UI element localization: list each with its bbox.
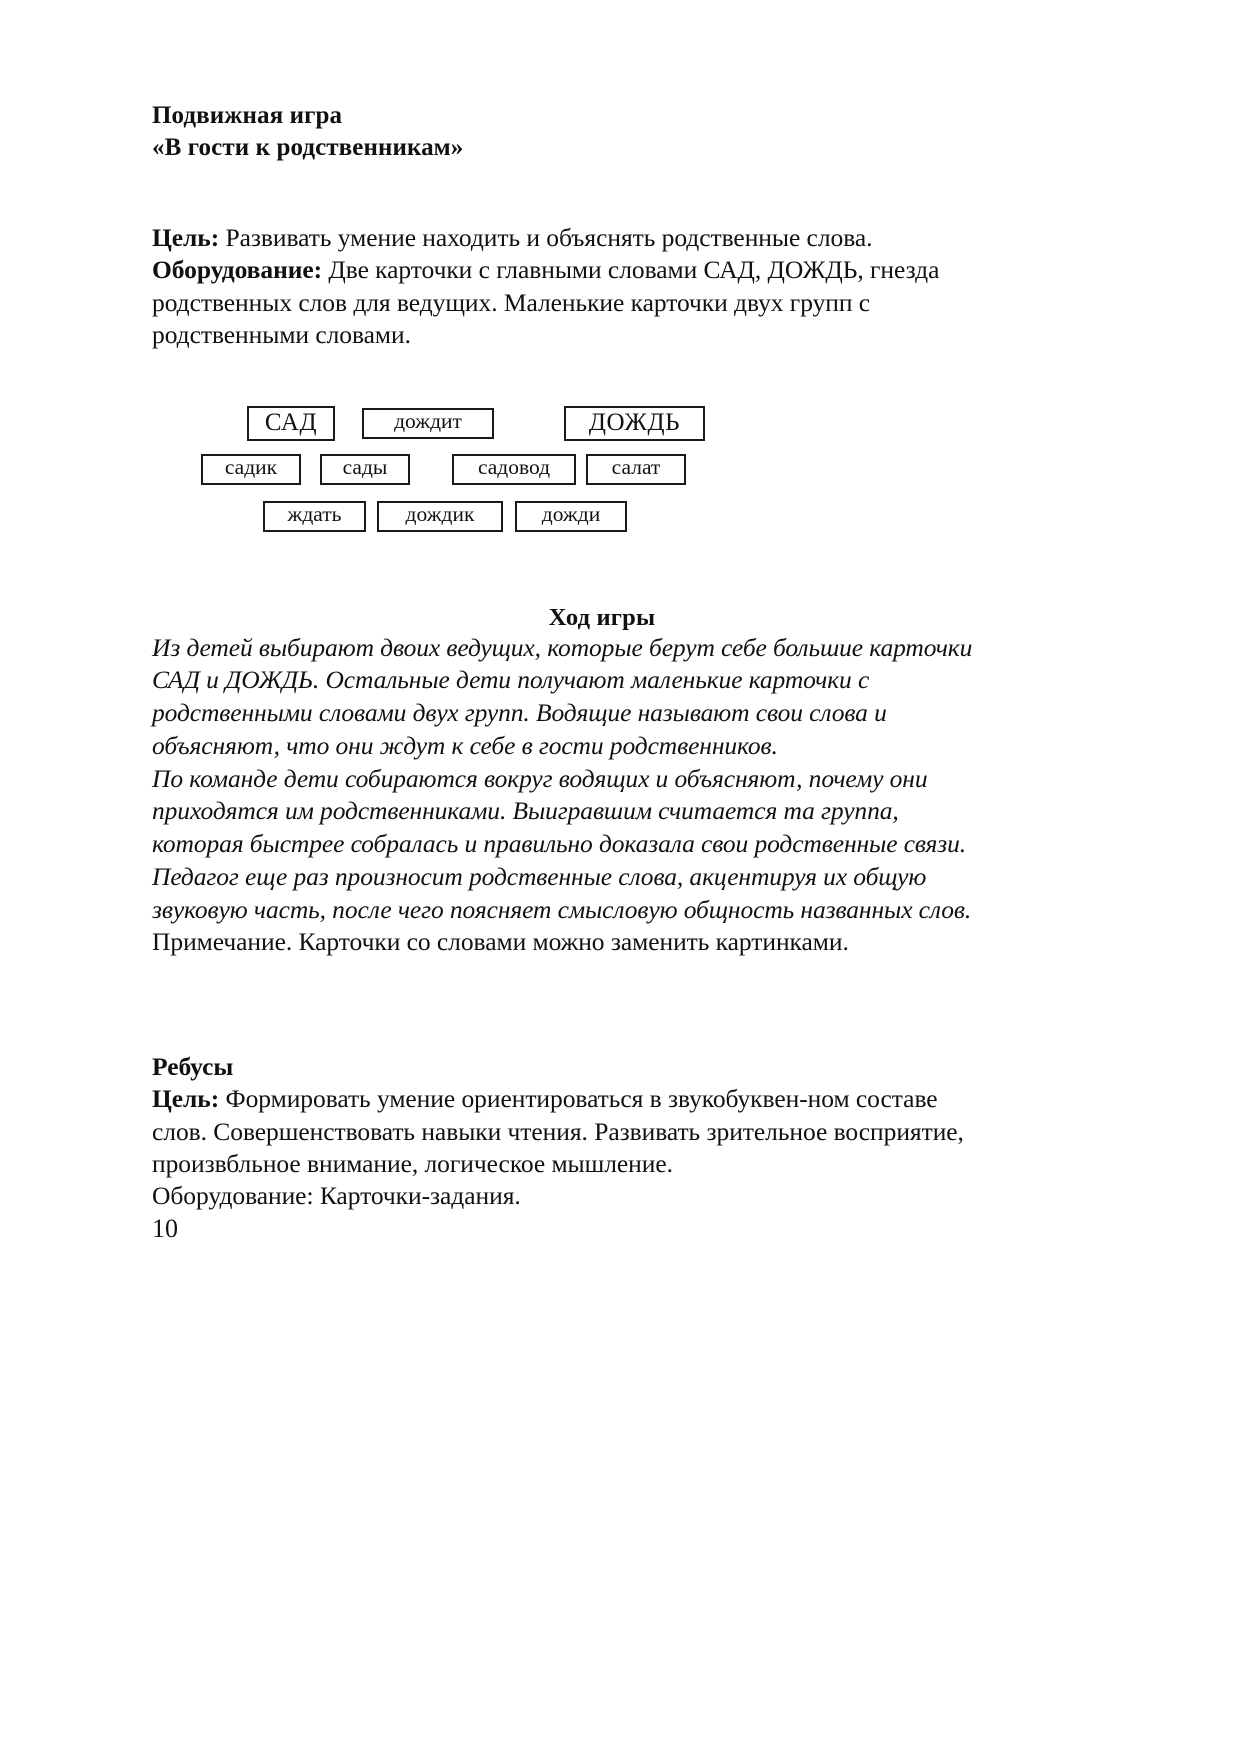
gameplay-line: приходятся им родственниками. Выигравшим считается та группа, [152,796,899,826]
gameplay-line: звуковую часть, после чего поясняет смысловую общность названных слов. [152,894,972,924]
rebus-goal-paragraph [152,1083,1052,1180]
spacer [152,164,1052,222]
rebus-section-title [152,1051,1052,1083]
gameplay-line: По команде дети собираются вокруг водящих и объясняют, почему они [152,763,928,793]
word-card: дождит [362,408,494,439]
word-card: садовод [452,454,576,485]
page-number: 10 [152,1213,178,1243]
equipment-paragraph [152,254,1052,351]
equipment-line-3: родственными словами. [152,320,411,350]
equipment-text-1: Две карточки с главными словами САД, ДОЖДЬ, гнезда [322,255,940,285]
rebus-goal-line-2: слов. Совершенствовать навыки чтения. Развивать зрительное восприятие, [152,1116,964,1146]
word-card: ждать [263,501,366,532]
rebus-equipment: Оборудование: Карточки-задания. [152,1181,521,1211]
word-card: дождик [377,501,503,532]
word-card: ДОЖДЬ [564,406,705,441]
goal-text: Развивать умение находить и объяснять родственные слова. [219,223,873,252]
word-card: дожди [515,501,627,532]
gameplay-paragraph [152,632,1052,927]
word-cards-diagram [152,396,1052,546]
gameplay-line: Педагог еще раз произносит родственные слова, акцентируя их общую [152,861,927,891]
equipment-line-2: родственных слов для ведущих. Маленькие карточки двух групп с [152,287,871,317]
gameplay-line: объясняют, что они ждут к себе в гости родственников. [152,730,778,760]
gameplay-line: которая быстрее собралась и правильно доказала свои родственные связи. [152,829,967,859]
goal-line [152,222,1052,254]
rebus-goal-line-3: произвбльное внимание, логическое мышление. [152,1148,673,1178]
gameplay-line: родственными словами двух групп. Водящие называют свои слова и [152,698,887,728]
page-title [152,100,1052,164]
rebus-goal-label: Цель: [152,1084,220,1114]
rebus-goal-text-1: Формировать умение ориентироваться в звукобуквен-ном составе [219,1084,938,1114]
word-card: сады [320,454,410,485]
title-line-1: Подвижная игра [152,102,343,129]
spacer [152,1017,1052,1051]
title-line-2: «В гости к родственникам» [152,134,464,161]
equipment-label: Оборудование: [152,255,323,285]
word-card: САД [247,406,335,441]
gameplay-line: САД и ДОЖДЬ. Остальные дети получают маленькие карточки с [152,665,870,695]
gameplay-heading: Ход игры [548,603,656,631]
rebus-title-text: Ребусы [152,1051,234,1081]
goal-label: Цель: [152,223,220,252]
document-content [152,100,1052,1245]
spacer [152,959,1052,1017]
equipment-line-1 [152,254,1052,286]
word-card: садик [201,454,301,485]
goal-paragraph [152,222,1052,254]
word-card: салат [586,454,686,485]
gameplay-line: Из детей выбирают двоих ведущих, которые берут себе большие карточки [152,632,973,662]
gameplay-note: Примечание. Карточки со словами можно заменить картинками. [152,927,849,957]
rebus-goal-line-1 [152,1083,1052,1115]
spacer [152,546,1052,604]
